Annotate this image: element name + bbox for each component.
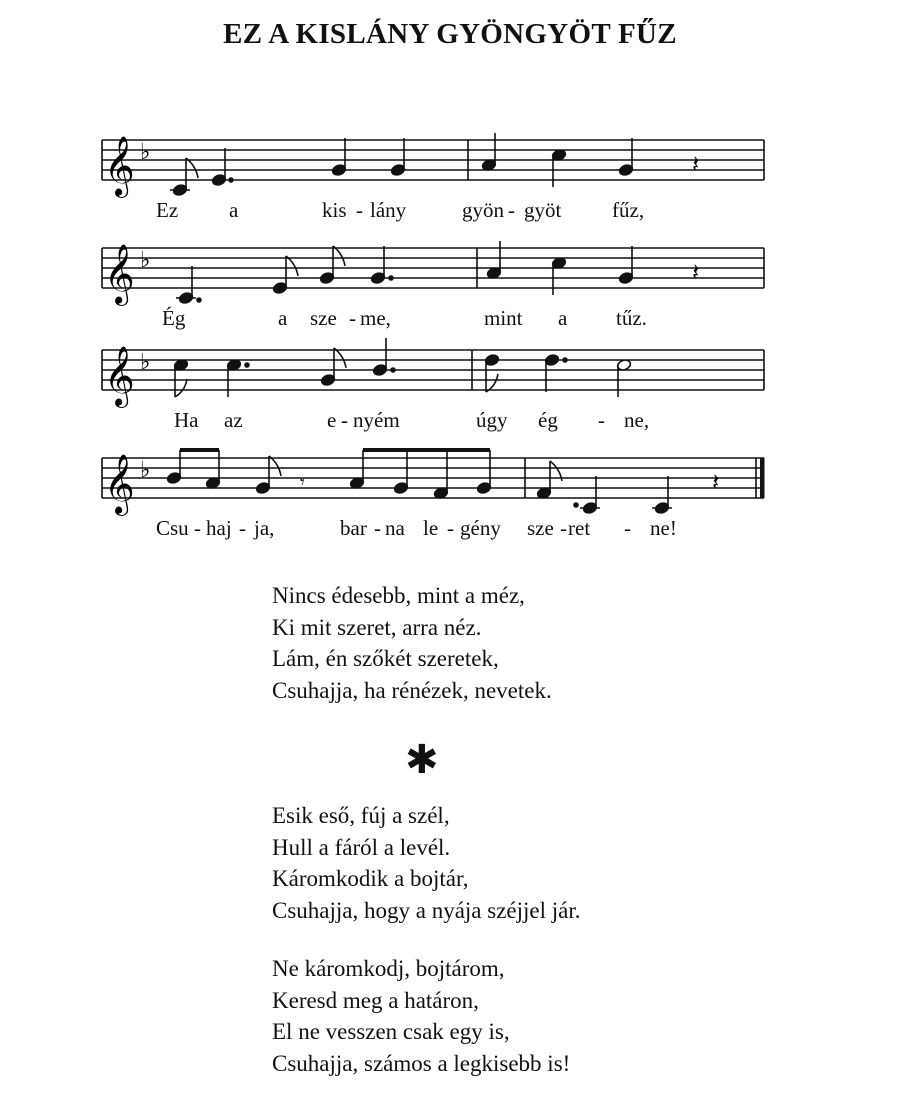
- treble-clef-icon: 𝄞: [104, 454, 135, 514]
- lyric-syllable: na: [385, 516, 405, 540]
- song-title: EZ A KISLÁNY GYÖNGYÖT FŰZ: [223, 18, 677, 50]
- staff-2: [96, 228, 776, 308]
- lyric-hyphen: -: [356, 198, 363, 222]
- stanza-separator-icon: ✱: [405, 737, 439, 783]
- lyric-hyphen: -: [508, 198, 515, 222]
- lyric-syllable: bar: [340, 516, 367, 540]
- quarter-rest-icon: 𝄽: [692, 150, 700, 178]
- lyric-syllable: mint: [484, 306, 523, 330]
- lyric-syllable: a: [229, 198, 239, 222]
- lyric-syllable: e: [327, 408, 337, 432]
- lyric-syllable: fűz,: [612, 198, 645, 222]
- verse-line: Csuhajja, számos a legkisebb is!: [272, 1050, 571, 1076]
- staff-3: [96, 330, 776, 410]
- lyric-syllable: a: [278, 306, 288, 330]
- lyric-syllable: a: [558, 306, 568, 330]
- lyric-syllable: haj: [206, 516, 232, 540]
- lyric-syllable: nyém: [353, 408, 400, 432]
- verse-line: Káromkodik a bojtár,: [272, 866, 469, 891]
- verse-line: Nincs édesebb, mint a méz,: [272, 583, 525, 608]
- verse-stanza-4: [272, 953, 570, 1079]
- flat-key-icon: ♭: [140, 350, 151, 375]
- verse-line: Keresd meg a határon,: [272, 987, 479, 1013]
- lyric-hyphen: -: [560, 516, 567, 540]
- lyric-hyphen: -: [349, 306, 356, 330]
- lyric-syllable: úgy: [476, 408, 508, 432]
- eighth-rest-icon: 𝄾: [300, 472, 305, 493]
- final-barline: [760, 458, 765, 498]
- lyric-syllable: az: [224, 408, 243, 432]
- lyric-hyphen: -: [239, 516, 246, 540]
- treble-clef-icon: 𝄞: [104, 244, 135, 304]
- lyric-hyphen: -: [624, 516, 631, 540]
- lyric-syllable: Csu: [156, 516, 189, 540]
- music-system-3: [96, 330, 776, 440]
- flat-key-icon: ♭: [140, 458, 151, 483]
- lyric-syllable: me,: [360, 306, 391, 330]
- treble-clef-icon: 𝄞: [104, 136, 135, 196]
- lyric-syllable: ne!: [650, 516, 677, 540]
- verse-stanza-3: [272, 800, 581, 926]
- lyric-syllable: Ha: [174, 408, 199, 432]
- lyric-syllable: Ég: [162, 306, 186, 330]
- verse-line: Lám, én szőkét szeretek,: [272, 646, 499, 671]
- lyric-syllable: ja,: [254, 516, 275, 540]
- verse-line: Hull a fáról a levél.: [272, 834, 451, 860]
- lyric-hyphen: -: [341, 408, 348, 432]
- verse-line: Esik eső, fúj a szél,: [272, 803, 450, 828]
- quarter-rest-icon: 𝄽: [712, 468, 720, 496]
- lyric-hyphen: -: [447, 516, 454, 540]
- lyric-hyphen: -: [374, 516, 381, 540]
- treble-clef-icon: 𝄞: [104, 346, 135, 406]
- lyric-syllable: gény: [460, 516, 501, 540]
- lyric-hyphen: -: [194, 516, 201, 540]
- lyric-syllable: ret: [568, 516, 591, 540]
- lyric-syllable: lány: [370, 198, 407, 222]
- music-system-2: [96, 228, 776, 338]
- verse-line: El ne vesszen csak egy is,: [272, 1019, 510, 1044]
- lyric-syllable: kis: [322, 198, 347, 222]
- verse-line: Csuhajja, ha rénézek, nevetek.: [272, 677, 552, 703]
- lyric-syllable: Ez: [156, 198, 179, 222]
- lyric-syllable: gyön: [462, 198, 504, 222]
- lyric-syllable: ég: [538, 408, 558, 432]
- verse-line: Ki mit szeret, arra néz.: [272, 614, 482, 640]
- lyric-syllable: le: [423, 516, 439, 540]
- verse-line: Csuhajja, hogy a nyája széjjel jár.: [272, 897, 581, 923]
- verse-stanza-2: [272, 580, 552, 706]
- lyric-syllable: gyöt: [524, 198, 562, 222]
- verse-line: Ne káromkodj, bojtárom,: [272, 956, 505, 981]
- music-system-4: [96, 438, 776, 548]
- lyric-syllable: sze: [310, 306, 337, 330]
- flat-key-icon: ♭: [140, 140, 151, 165]
- staff-1: [96, 120, 776, 200]
- flat-key-icon: ♭: [140, 248, 151, 273]
- staff-4: [96, 438, 776, 518]
- lyric-syllable: tűz.: [616, 306, 647, 330]
- music-system-1: [96, 120, 776, 230]
- lyric-syllable: ne,: [624, 408, 650, 432]
- quarter-rest-icon: 𝄽: [692, 258, 700, 286]
- lyric-syllable: sze: [527, 516, 554, 540]
- lyric-hyphen: -: [598, 408, 605, 432]
